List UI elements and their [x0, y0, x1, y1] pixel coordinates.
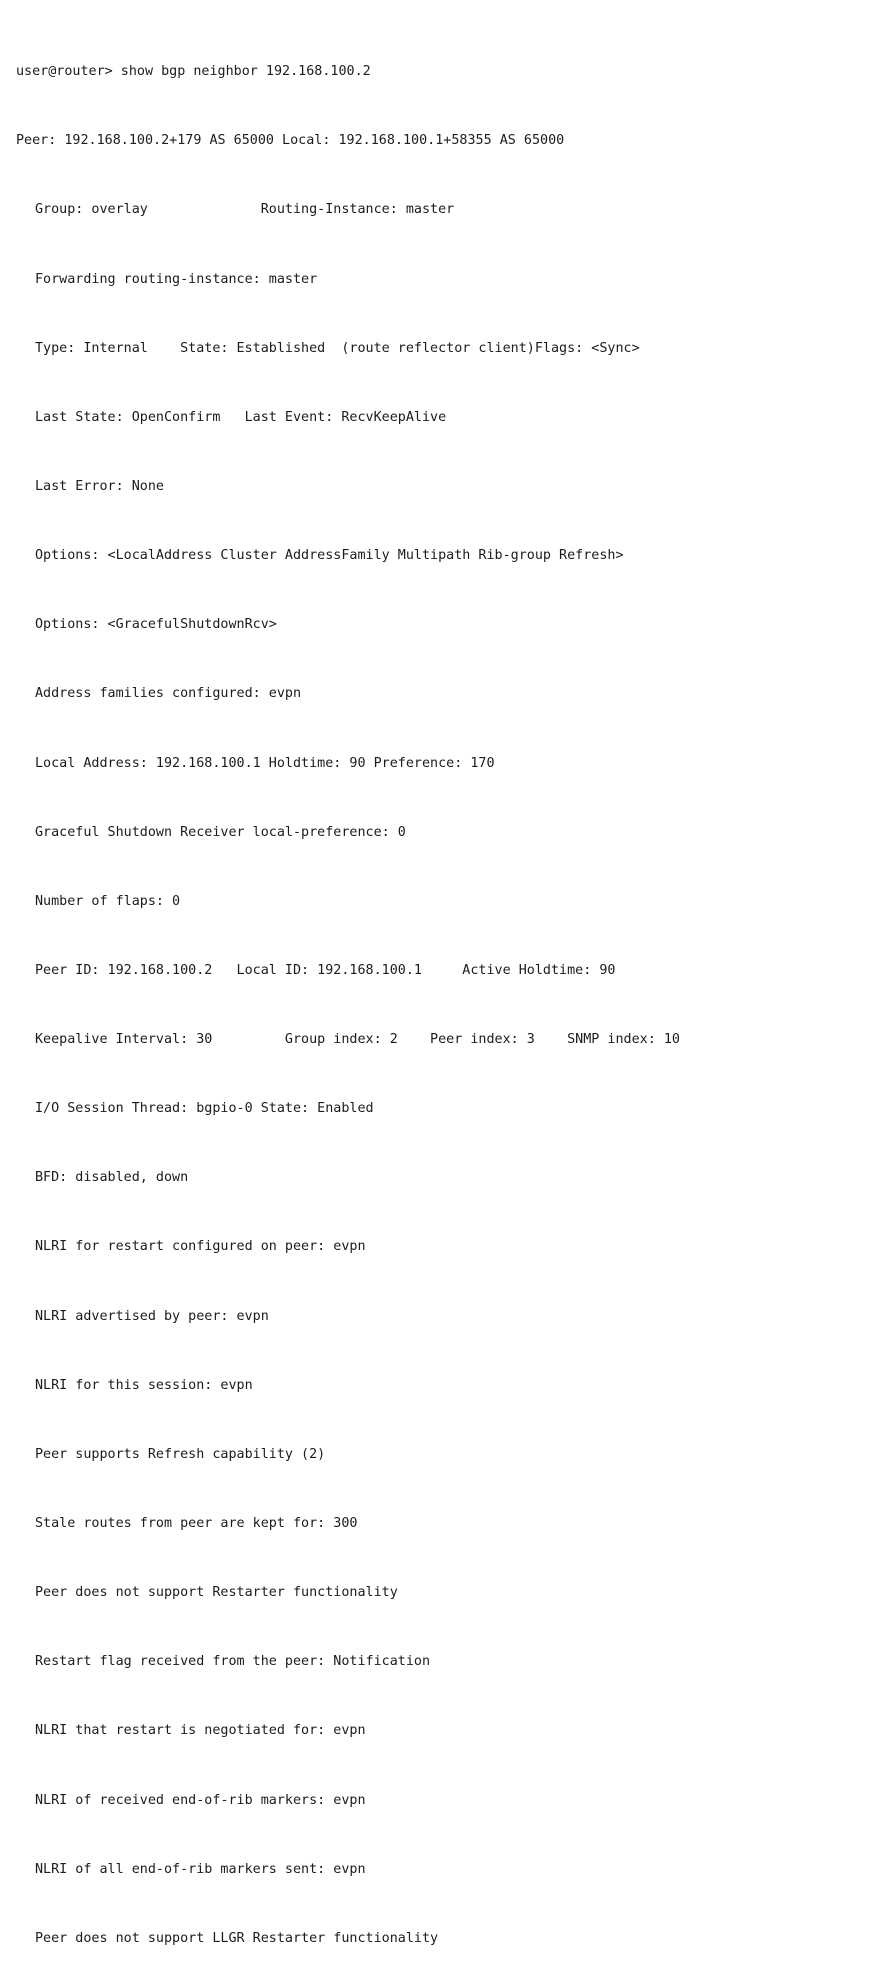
output-line: NLRI for this session: evpn	[35, 1377, 253, 1393]
output-line: Type: Internal State: Established (route reflector client)Flags: <Sync>	[35, 340, 640, 356]
output-line: Peer ID: 192.168.100.2 Local ID: 192.168.100.1 Active Holdtime: 90	[35, 962, 616, 978]
output-line: Last Error: None	[35, 478, 164, 494]
output-line: Number of flaps: 0	[35, 893, 181, 909]
output-line: Options: <LocalAddress Cluster AddressFamily Multipath Rib-group Refresh>	[35, 548, 624, 564]
output-line: NLRI for restart configured on peer: evpn	[35, 1239, 366, 1255]
output-line: Peer does not support Restarter functionality	[35, 1585, 398, 1601]
output-line: Peer: 192.168.100.2+179 AS 65000 Local: 192.168.100.1+58355 AS 65000	[16, 133, 565, 149]
output-line: Forwarding routing-instance: master	[35, 271, 318, 287]
output-line: Local Address: 192.168.100.1 Holdtime: 90 Preference: 170	[35, 755, 495, 771]
output-line: NLRI advertised by peer: evpn	[35, 1308, 269, 1324]
output-line: NLRI of all end-of-rib markers sent: evpn	[35, 1861, 366, 1877]
output-line: Address families configured: evpn	[35, 686, 302, 702]
output-line: Options: <GracefulShutdownRcv>	[35, 617, 277, 633]
command-line: user@router> show bgp neighbor 192.168.100.2	[16, 64, 371, 80]
output-line: Group: overlay Routing-Instance: master	[35, 202, 455, 218]
output-line: I/O Session Thread: bgpio-0 State: Enabled	[35, 1101, 374, 1117]
output-line: NLRI of received end-of-rib markers: evpn	[35, 1792, 366, 1808]
output-line: Peer supports Refresh capability (2)	[35, 1446, 326, 1462]
output-line: Peer does not support LLGR Restarter functionality	[35, 1930, 439, 1946]
output-line: Restart flag received from the peer: Notification	[35, 1654, 431, 1670]
output-line: Graceful Shutdown Receiver local-preference: 0	[35, 824, 406, 840]
output-line: Last State: OpenConfirm Last Event: RecvKeepAlive	[35, 409, 447, 425]
output-line: NLRI that restart is negotiated for: evpn	[35, 1723, 366, 1739]
output-line: BFD: disabled, down	[35, 1170, 189, 1186]
output-line: Keepalive Interval: 30 Group index: 2 Peer index: 3 SNMP index: 10	[35, 1032, 680, 1048]
terminal-output	[16, 14, 866, 1973]
output-line: Stale routes from peer are kept for: 300	[35, 1516, 358, 1532]
